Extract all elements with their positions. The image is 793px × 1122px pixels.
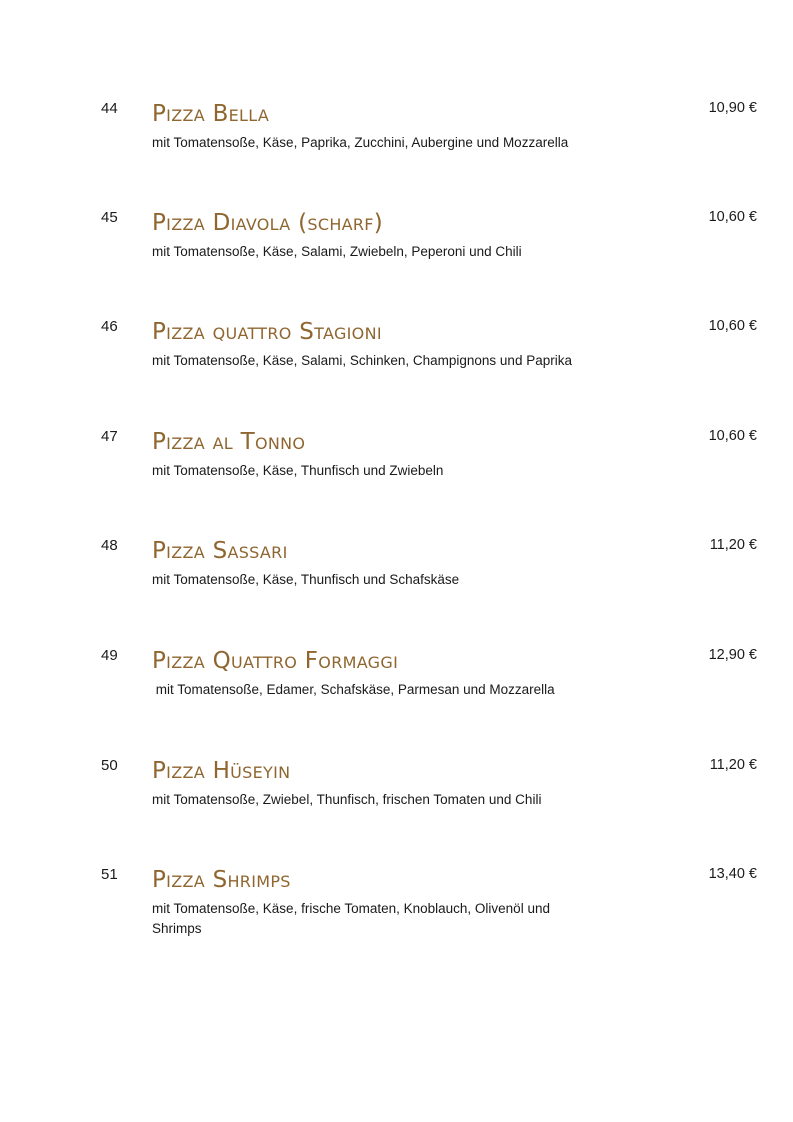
- item-title: Pizza al Tonno: [152, 429, 306, 455]
- menu-item: [0, 209, 793, 309]
- menu-item: [0, 866, 793, 966]
- item-price: 10,60 €: [708, 209, 757, 225]
- menu-item: [0, 100, 793, 200]
- item-number: 44: [101, 100, 118, 117]
- item-price: 10,60 €: [708, 428, 757, 444]
- item-title: Pizza Quattro Formaggi: [152, 648, 399, 674]
- item-title: Pizza Bella: [152, 101, 270, 127]
- item-description: mit Tomatensoße, Käse, Thunfisch und Schafskäse: [152, 572, 460, 587]
- item-number: 48: [101, 537, 118, 554]
- menu-item: [0, 428, 793, 528]
- item-price: 10,90 €: [708, 100, 757, 116]
- item-title: Pizza Diavola (scharf): [152, 210, 384, 236]
- item-number: 46: [101, 318, 118, 335]
- item-description: mit Tomatensoße, Käse, Salami, Zwiebeln, Peperoni und Chili: [152, 244, 522, 259]
- item-title: Pizza Shrimps: [152, 867, 291, 893]
- item-number: 50: [101, 757, 118, 774]
- item-price: 11,20 €: [709, 537, 757, 553]
- item-price: 11,20 €: [709, 757, 757, 773]
- item-description: mit Tomatensoße, Käse, Paprika, Zucchini, Aubergine und Mozzarella: [152, 135, 569, 150]
- item-number: 51: [101, 866, 118, 883]
- item-price: 10,60 €: [708, 318, 757, 334]
- item-description: mit Tomatensoße, Käse, frische Tomaten, Knoblauch, Olivenöl und Shrimps: [152, 901, 550, 936]
- item-title: Pizza Sassari: [152, 538, 288, 564]
- item-description: mit Tomatensoße, Käse, Salami, Schinken, Champignons und Paprika: [152, 353, 572, 368]
- item-description: mit Tomatensoße, Käse, Thunfisch und Zwiebeln: [152, 463, 444, 478]
- item-price: 12,90 €: [708, 647, 757, 663]
- item-number: 47: [101, 428, 118, 445]
- menu-item: [0, 537, 793, 637]
- item-description: mit Tomatensoße, Zwiebel, Thunfisch, frischen Tomaten und Chili: [152, 792, 542, 807]
- item-title: Pizza quattro Stagioni: [152, 319, 382, 345]
- menu-item: [0, 647, 793, 747]
- item-description: mit Tomatensoße, Edamer, Schafskäse, Parmesan und Mozzarella: [152, 682, 555, 697]
- item-title: Pizza Hüseyin: [152, 758, 291, 784]
- menu-item: [0, 318, 793, 418]
- item-number: 49: [101, 647, 118, 664]
- item-price: 13,40 €: [708, 866, 757, 882]
- menu-item: [0, 757, 793, 857]
- item-number: 45: [101, 209, 118, 226]
